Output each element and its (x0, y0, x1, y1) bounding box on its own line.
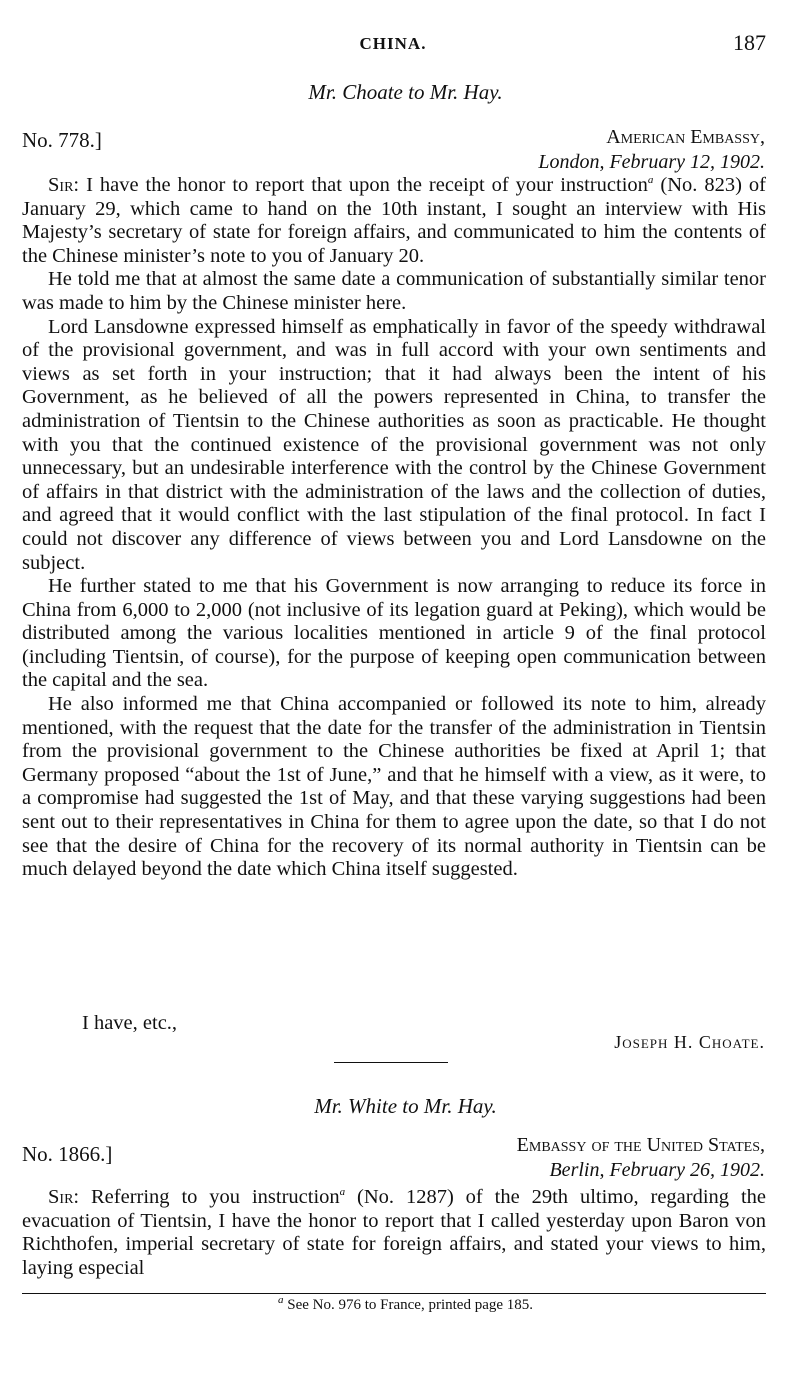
letter1-title: Mr. Choate to Mr. Hay. (308, 80, 503, 104)
letter2-embassy-block (517, 1133, 765, 1183)
letter1-signature: Joseph H. Choate. (614, 1032, 765, 1052)
letter1-paragraph: He also informed me that China accompanied or followed its note to him, already mentioned, with the request that the date for the transfer of the administration in Tientsin from the provisional government to the Chinese authorities be fixed at April 1; that Germany proposed “about the 1st of June,” and that he himself with a view, as it were, to a compromise had suggested the 1st of May, and that these varying suggestions had been sent out to their representatives in China for them to agree upon the date, so that I do not see that the desire of China for the recovery of its normal authority in Tientsin can be much delayed beyond the date which China itself suggested. (22, 693, 766, 881)
footnote (0, 1294, 811, 1314)
letter1-salutation: Sir: (48, 174, 80, 196)
page-header (20, 30, 766, 60)
letter1-embassy-block (538, 125, 765, 175)
letter2-number: No. 1866.] (22, 1142, 113, 1166)
letter2-place-date: Berlin, February 26, 1902. (549, 1159, 765, 1181)
letter1-closing: I have, etc., (82, 1012, 178, 1034)
section-divider (334, 1062, 448, 1063)
letter1-paragraph: Lord Lansdowne expressed himself as emphatically in favor of the speedy withdrawal of the provisional government, and was in full accord with your own sentiments and views as set forth in your instruction; that it had always been the intent of his Government, as he believed of all the powers represented in China, to transfer the administration of Tientsin to the Chinese authorities as soon as practicable. He thought with you that the continued existence of the provisional government was not only unnecessary, but an undesirable interference with the control by the Chinese Government of affairs in that district with the administration of the laws and the collection of duties, and agreed that it would conflict with the last stipulation of the final protocol. In fact I could not discover any difference of views between you and Lord Lansdowne on the subject. (22, 315, 766, 574)
letter1-number: No. 778.] (22, 128, 102, 152)
letter2-paragraph (22, 1186, 766, 1280)
footnote-rule (22, 1293, 766, 1294)
page-number: 187 (733, 30, 766, 55)
letter1-embassy: American Embassy, (606, 126, 765, 148)
letter1-body (22, 174, 766, 882)
running-head: CHINA. (359, 34, 427, 53)
letter2-paragraph-text: Referring to you instruction (79, 1186, 340, 1208)
letter2-embassy: Embassy of the United States, (516, 1134, 765, 1156)
letter1-place-date: London, February 12, 1902. (538, 151, 765, 173)
footnote-marker: a (277, 1294, 284, 1306)
letter2-paragraph-text: (No. 1287) of the 29th ultimo, regarding the evacuation of Tientsin, I have the honor to report that I called yesterday upon Baron von Richthofen, imperial secretary of state for foreign affairs, and stated your views to him, laying especial (22, 1186, 766, 1279)
letter2-title: Mr. White to Mr. Hay. (314, 1094, 497, 1118)
letter1-paragraph-text: (No. 823) of January 29, which came to hand on the 10th instant, I sought an interview with His Majesty’s secretary of state for foreign affairs, and communicated to him the contents of the Chinese minister’s note to you of January 20. (22, 174, 766, 267)
footnote-marker: a (647, 174, 654, 187)
footnote-marker: a (339, 1186, 346, 1199)
letter1-paragraph: He told me that at almost the same date a communication of substantially similar tenor was made to him by the Chinese minister here. (22, 268, 766, 314)
footnote-text: See No. 976 to France, printed page 185. (283, 1297, 534, 1313)
letter2-salutation: Sir: (48, 1186, 80, 1208)
letter2-body (22, 1186, 766, 1280)
letter1-paragraph-text: I have the honor to report that upon the receipt of your instruction (79, 174, 648, 196)
letter1-paragraph (22, 174, 766, 268)
letter1-paragraph: He further stated to me that his Government is now arranging to reduce its force in China from 6,000 to 2,000 (not inclusive of its legation guard at Peking), which would be distributed among the various localities mentioned in article 9 of the final protocol (including Tientsin, of course), for the purpose of keeping open communication between the capital and the sea. (22, 575, 766, 692)
